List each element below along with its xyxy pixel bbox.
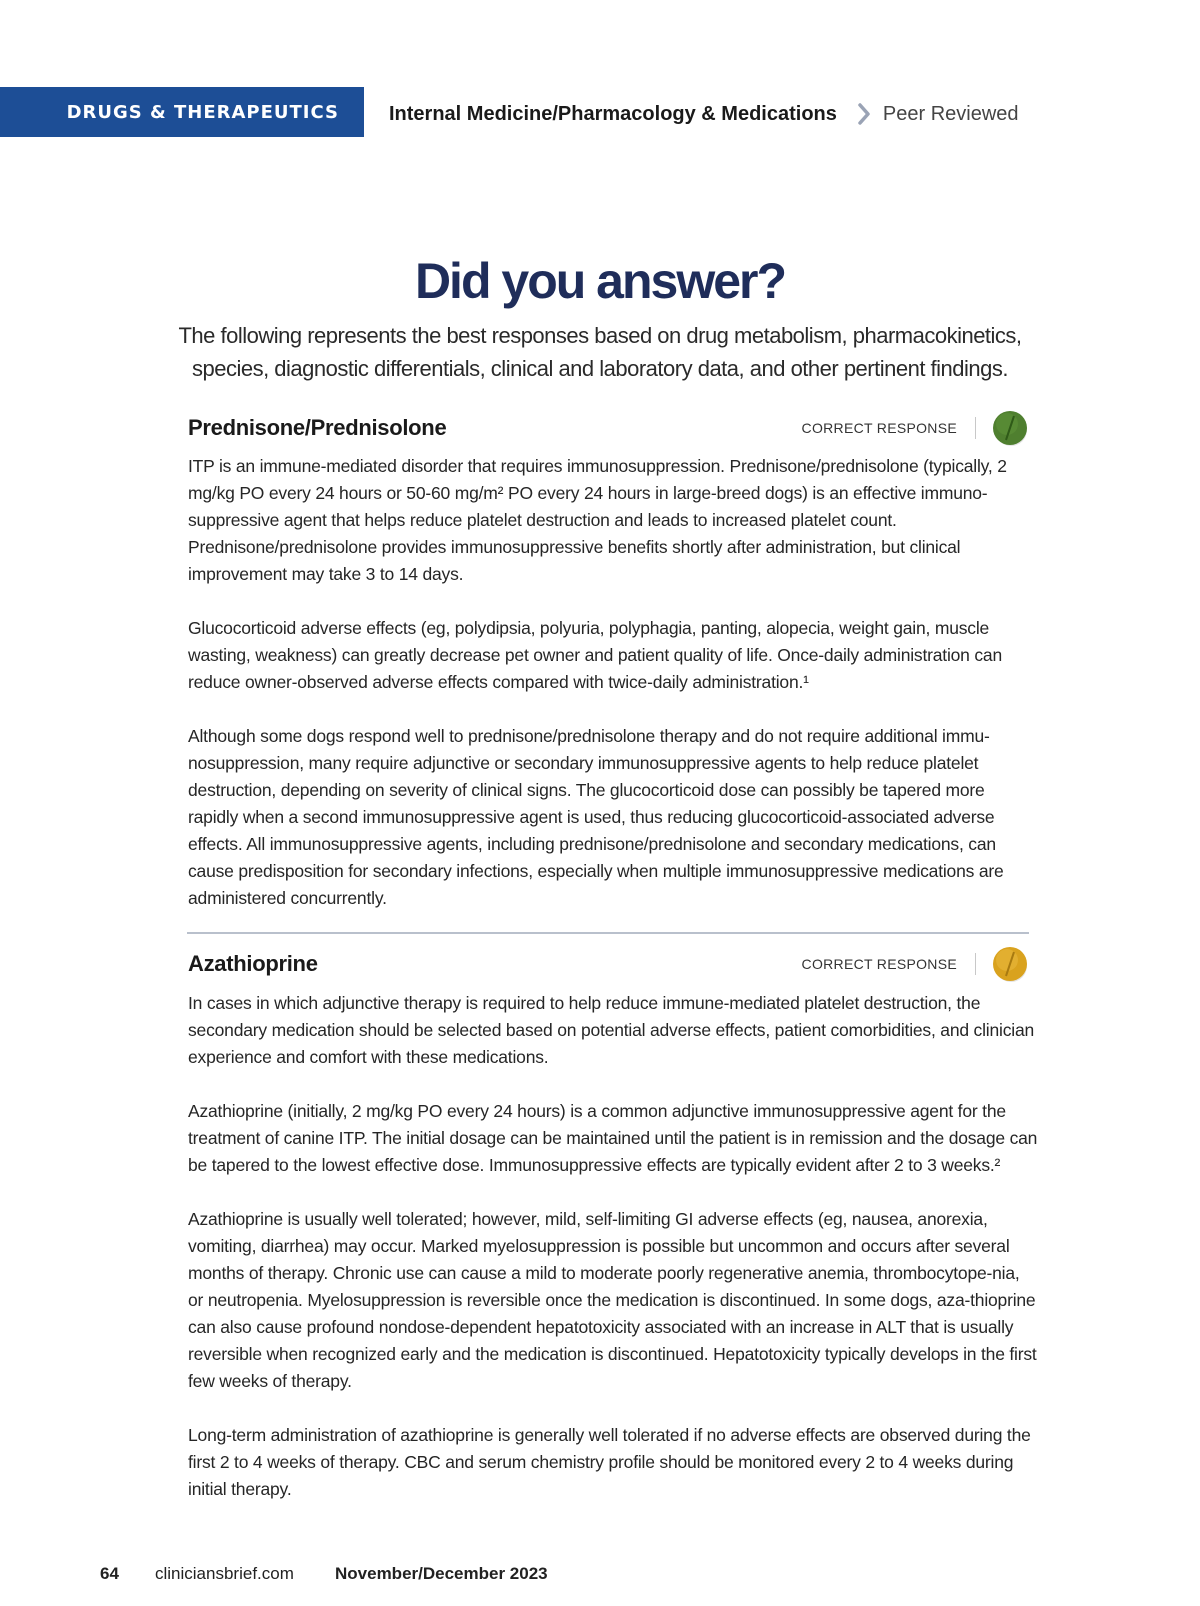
section-header-prednisone xyxy=(188,406,1028,450)
page-number: 64 xyxy=(100,1564,119,1583)
paragraph: Glucocorticoid adverse effects (eg, polydipsia, polyuria, polyphagia, panting, alopecia, weight gain, muscle wasting, weakness) can greatly decrease pet owner and patient quality of life. Once-daily administration can reduce owner-observed adverse effects compared with twice-daily administration.¹ xyxy=(188,618,1002,692)
section-divider xyxy=(187,932,1029,934)
section-body-azathioprine xyxy=(188,990,1038,1503)
green-pill-icon xyxy=(992,410,1028,446)
chevron-right-icon xyxy=(857,103,871,125)
paragraph: Long-term administration of azathioprine is generally well tolerated if no adverse effects are observed during the first 2 to 4 weeks of therapy. CBC and serum chemistry profile should be monitored every 2 to 4 weeks during initial therapy. xyxy=(188,1425,1031,1499)
yellow-pill-icon xyxy=(992,946,1028,982)
paragraph: ITP is an immune-mediated disorder that requires immunosuppression. Prednisone/prednisolone (typically, 2 mg/kg PO every 24 hours or 50-60 mg/m² PO every 24 hours in large-breed dogs) is an effective immuno-suppressive agent that helps reduce platelet destruction and leads to increased platelet count. Prednisone/prednisolone provides immunosuppressive benefits shortly after administration, but clinical improvement may take 3 to 14 days. xyxy=(188,456,1007,584)
paragraph: Azathioprine (initially, 2 mg/kg PO every 24 hours) is a common adjunctive immunosuppressive agent for the treatment of canine ITP. The initial dosage can be maintained until the patient is in remission and the dosage can be tapered to the lowest effective dose. Immunosuppressive effects are typically evident after 2 to 3 weeks.² xyxy=(188,1101,1038,1175)
page-footer xyxy=(100,1561,548,1587)
page-title: Did you answer? xyxy=(414,253,786,309)
paragraph: Azathioprine is usually well tolerated; however, mild, self-limiting GI adverse effects (eg, nausea, anorexia, vomiting, diarrhea) may occur. Marked myelosuppression is possible but uncommon and occurs after several months of therapy. Chronic use can cause a mild to moderate poorly regenerative anemia, thrombocytope-nia, or neutropenia. Myelosuppression is reversible once the medication is discontinued. In some dogs, aza-thioprine can also cause profound nondose-dependent hepatotoxicity associated with an increase in ALT that is usually reversible when recognized early and the medication is discontinued. Hepatotoxicity typically develops in the first few weeks of therapy. xyxy=(188,1209,1037,1391)
intro-text: The following represents the best responses based on drug metabolism, pharmacokinetics, species, diagnostic differentials, clinical and laboratory data, and other pertinent findings. xyxy=(178,323,1022,381)
section-body-prednisone xyxy=(188,453,1038,912)
section-title: Prednisone/Prednisolone xyxy=(188,415,447,440)
correct-response-label: CORRECT RESPONSE xyxy=(801,956,957,972)
section-title: Azathioprine xyxy=(188,951,318,976)
breadcrumb xyxy=(389,98,1019,130)
paragraph: Although some dogs respond well to prednisone/prednisolone therapy and do not require additional immu-nosuppression, many require adjunctive or secondary immunosuppressive agents to help reduce platelet destruction, depending on severity of clinical signs. The glucocorticoid dose can possibly be tapered more rapidly when a second immunosuppressive agent is used, thus reducing glucocorticoid-associated adverse effects. All immunosuppressive agents, including prednisone/prednisolone and secondary medications, can cause predisposition for secondary infections, especially when multiple immunosuppressive medications are administered concurrently. xyxy=(188,726,1004,908)
paragraph: In cases in which adjunctive therapy is required to help reduce immune-mediated platelet destruction, the secondary medication should be selected based on potential adverse effects, patient comorbidities, and clinician experience and comfort with these medications. xyxy=(188,993,1035,1067)
site-link[interactable]: cliniciansbrief.com xyxy=(155,1564,294,1583)
breadcrumb-category[interactable]: Internal Medicine/Pharmacology & Medications xyxy=(389,102,837,125)
divider xyxy=(975,953,976,975)
breadcrumb-peer-reviewed: Peer Reviewed xyxy=(882,102,1019,125)
correct-response-label: CORRECT RESPONSE xyxy=(801,420,957,436)
section-tag xyxy=(0,87,364,137)
section-header-azathioprine xyxy=(188,942,1028,986)
section-tag-label: DRUGS & THERAPEUTICS xyxy=(66,101,339,123)
issue-date: November/December 2023 xyxy=(335,1564,548,1583)
divider xyxy=(975,417,976,439)
